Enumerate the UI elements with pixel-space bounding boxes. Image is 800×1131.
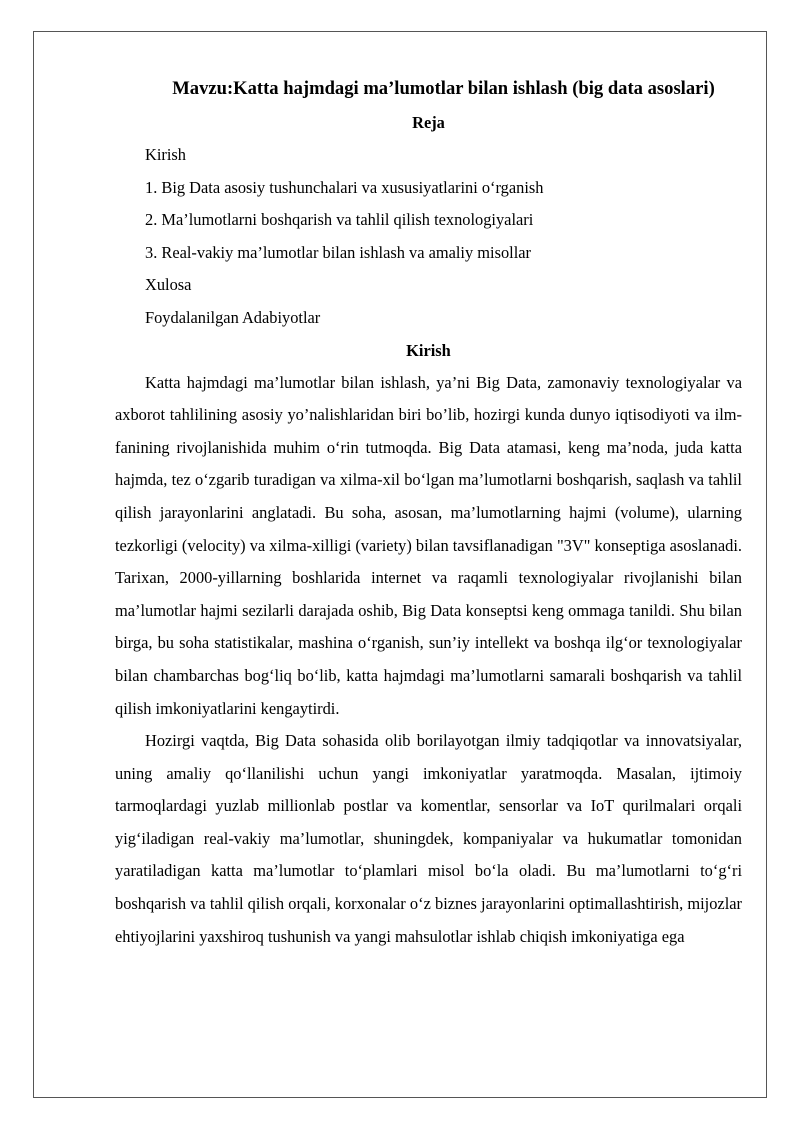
plan-item: 2. Ma’lumotlarni boshqarish va tahlil qilish texnologiyalari bbox=[145, 210, 534, 230]
intro-paragraph: Hozirgi vaqtda, Big Data sohasida olib borilayotgan ilmiy tadqiqotlar va innovatsiyalar, uning amaliy qo‘llanilishi uchun yangi imkoniyatlar yaratmoqda. Masalan, ijtimoiy tarmoqlardagi yuzlab millionlab postlar va komentlar, sensorlar va IoT qurilmalari orqali yig‘iladigan real-vakiy ma’lumotlar, shuningdek, kompaniyalar va hukumatlar tomonidan yaratiladigan katta ma’lumotlar to‘plamlari misol bo‘la oladi. Bu ma’lumotlarni to‘g‘ri boshqarish va tahlil qilish orqali, korxonalar o‘z biznes jarayonlarini optimallashtirish, mijozlar ehtiyojlarini yaxshiroq tushunish va yangi mahsulotlar ishlab chiqish imkoniyatiga ega bbox=[115, 731, 742, 946]
plan-item: 1. Big Data asosiy tushunchalari va xususiyatlarini o‘rganish bbox=[145, 177, 544, 197]
intro-paragraph: Katta hajmdagi ma’lumotlar bilan ishlash, ya’ni Big Data, zamonaviy texnologiyalar va axborot tahlilining asosiy yo’nalishlaridan biri bo’lib, hozirgi kunda dunyo iqtisodiyoti va ilm-fanining rivojlanishida muhim o‘rin tutmoqda. Big Data atamasi, keng ma’noda, juda katta hajmda, tez o‘zgarib turadigan va xilma-xil bo‘lgan ma’lumotlarni boshqarish, saqlash va tahlil qilish jarayonlarini anglatadi. Bu soha, asosan, ma’lumotlarning hajmi (volume), ularning tezkorligi (velocity) va xilma-xilligi (variety) bilan tavsiflanadigan "3V" konseptiga asoslanadi. Tarixan, 2000-yillarning boshlarida internet va raqamli texnologiyalar rivojlanishi bilan ma’lumotlar hajmi sezilarli darajada oshib, Big Data konseptsi keng ommaga tanildi. Shu bilan birga, bu soha statistikalar, mashina o‘rganish, sun’iy intellekt va boshqa ilg‘or texnologiyalar bilan chambarchas bog‘liq bo‘lib, katta hajmdagi ma’lumotlarni samarali boshqarish va tahlil qilish imkoniyatlarini kengaytirdi. bbox=[115, 372, 742, 718]
plan-item: Foydalanilgan Adabiyotlar bbox=[145, 307, 321, 327]
document-body bbox=[115, 70, 742, 953]
plan-item: Kirish bbox=[145, 145, 186, 164]
page-title: Mavzu:Katta hajmdagi ma’lumotlar bilan ishlash (big data asoslari) bbox=[172, 78, 715, 99]
plan-heading: Reja bbox=[412, 113, 445, 132]
plan-list bbox=[115, 139, 742, 335]
plan-item: Xulosa bbox=[145, 275, 192, 295]
intro-heading: Kirish bbox=[406, 340, 451, 360]
plan-item: 3. Real-vakiy ma’lumotlar bilan ishlash va amaliy misollar bbox=[145, 242, 531, 262]
